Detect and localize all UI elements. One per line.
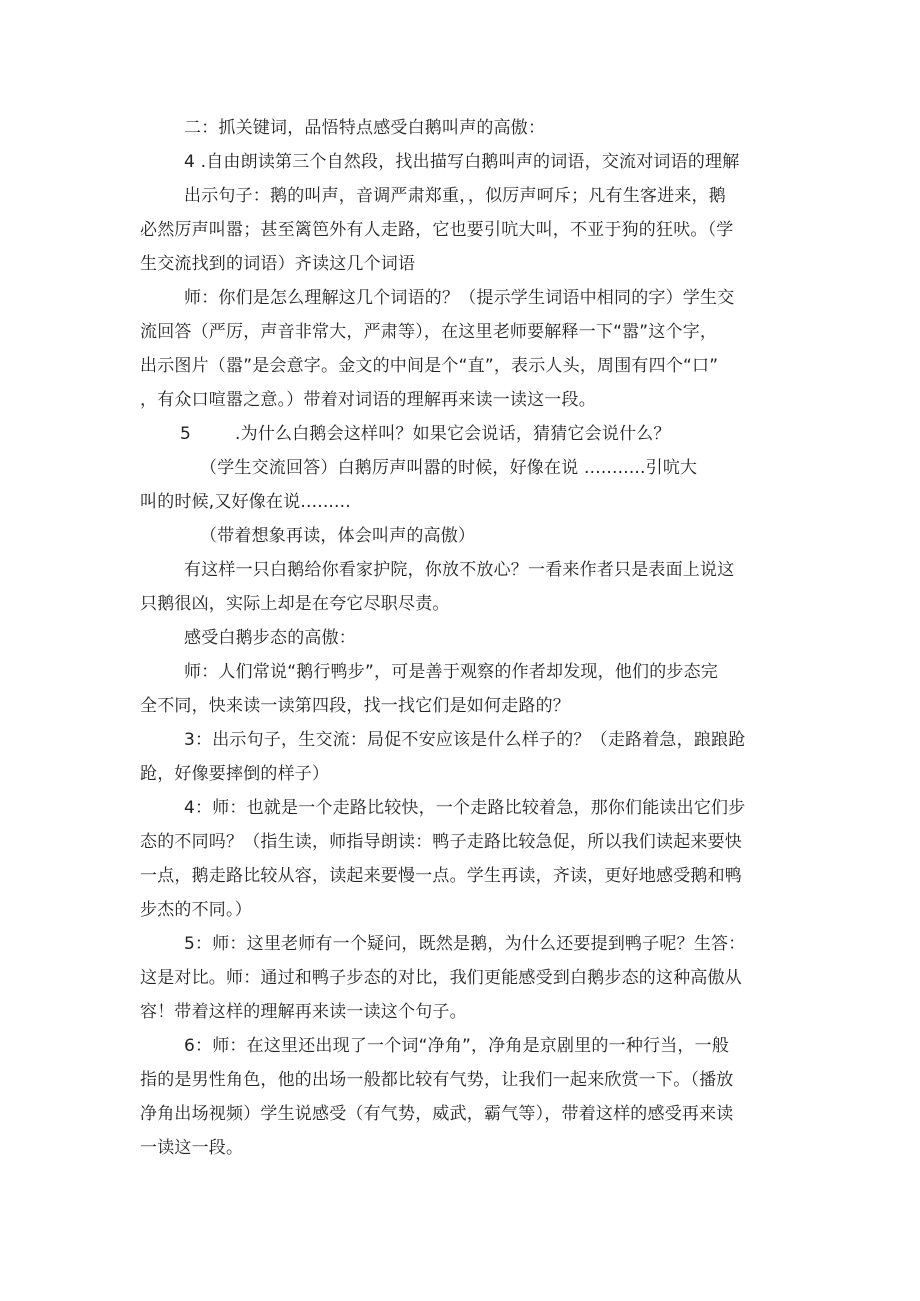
paragraph-line: 有这样一只白鹅给你看家护院，你放不放心？一看来作者只是表面上说这 <box>184 560 735 580</box>
paragraph-line: （带着想象再读，体会叫声的高傲） <box>200 526 476 546</box>
paragraph-line: 净角出场视频）学生说感受（有气势，威武，霸气等），带着这样的感受再来读 <box>140 1104 734 1124</box>
list-item-text: .为什么白鹅会这样叫？如果它会说话，猜猜它会说什么？ <box>235 424 671 444</box>
paragraph-line: 出示图片（嚣”是会意字。金文的中间是个“直”，表示人头，周围有四个“口” <box>140 356 719 376</box>
paragraph-line: 叫的时候,又好像在说......... <box>140 492 351 512</box>
paragraph-line: 态的不同吗？（指生读，师指导朗读：鸭子走路比较急促，所以我们读起来要快 <box>140 832 742 852</box>
section-heading-call: 二：抓关键词，品悟特点感受白鹅叫声的高傲： <box>184 118 546 138</box>
paragraph-line: 师：你们是怎么理解这几个词语的？（提示学生词语中相同的字）学生交 <box>184 288 735 308</box>
paragraph-line: ，有众口喧嚣之意。）带着对词语的理解再来读一读这一段。 <box>140 390 596 410</box>
paragraph-line: 4：师：也就是一个走路比较快，一个走路比较着急，那你们能读出它们步 <box>184 798 746 818</box>
paragraph-line: 一点，鹅走路比较从容，读起来要慢一点。学生再读，齐读，更好地感受鹅和鸭 <box>140 866 742 886</box>
paragraph-line: 一读这一段。 <box>140 1138 244 1158</box>
paragraph-line: 必然厉声叫嚣；甚至篱笆外有人走路，它也要引吭大叫，不亚于狗的狂吠。（学 <box>140 220 734 240</box>
paragraph-line: 流回答（严厉，声音非常大，严肃等），在这里老师要解释一下“嚣”这个字， <box>140 322 718 342</box>
paragraph-line: 6：师：在这里还出现了一个词“净角”，净角是京剧里的一种行当，一般 <box>184 1036 730 1056</box>
paragraph-line: 这是对比。师：通过和鸭子步态的对比，我们更能感受到白鹅步态的这种高傲从 <box>140 968 742 988</box>
paragraph-line: 指的是男性角色，他的出场一般都比较有气势，让我们一起来欣赏一下。（播放 <box>140 1070 734 1090</box>
section-heading-gait: 感受白鹅步态的高傲： <box>184 628 356 648</box>
paragraph-line: 全不同，快来读一读第四段，找一找它们是如何走路的？ <box>140 696 570 716</box>
paragraph-line: （学生交流回答）白鹅厉声叫嚣的时候，好像在说 ...........引吭大 <box>200 458 698 478</box>
list-number: 5 <box>180 424 192 444</box>
paragraph-line: 跄，好像要摔倒的样子） <box>140 764 330 784</box>
paragraph-line: 4 .自由朗读第三个自然段，找出描写白鹅叫声的词语，交流对词语的理解 <box>184 152 740 172</box>
paragraph-line: 师：人们常说“鹅行鸭步”，可是善于观察的作者却发现，他们的步态完 <box>184 662 719 682</box>
paragraph-line: 5：师：这里老师有一个疑问，既然是鹅，为什么还要提到鸭子呢？生答： <box>184 934 746 954</box>
paragraph-line: 只鹅很凶，实际上却是在夸它尽职尽责。 <box>140 594 450 614</box>
paragraph-line: 生交流找到的词语）齐读这几个词语 <box>140 254 416 274</box>
paragraph-line: 步杰的不同。） <box>140 900 252 920</box>
paragraph-line: 出示句子：鹅的叫声，音调严肃郑重，，似厉声呵斥；凡有生客进来，鹅 <box>184 186 726 206</box>
list-item-5 <box>180 424 671 444</box>
paragraph-line: 容！带着这样的理解再来读一读这个句子。 <box>140 1002 467 1022</box>
paragraph-line: 3：出示句子，生交流：局促不安应该是什么样子的？（走路着急，踉踉跄 <box>184 730 746 750</box>
